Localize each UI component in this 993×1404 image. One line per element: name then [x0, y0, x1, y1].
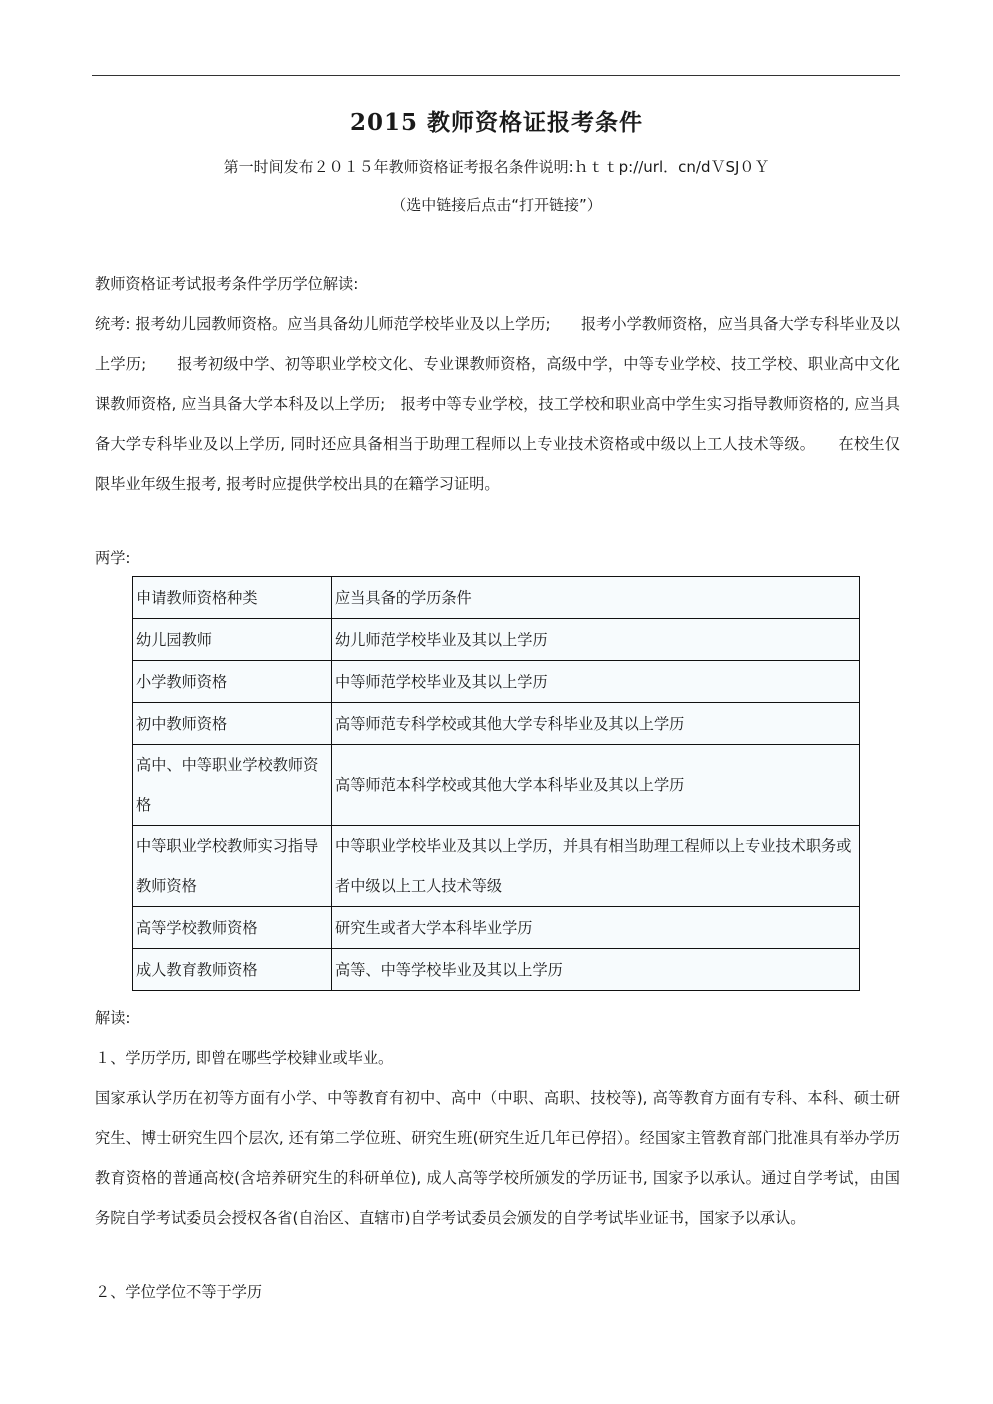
- table-cell-type: 初中教师资格: [133, 703, 332, 745]
- header-rule: [92, 75, 900, 76]
- link-note: （选中链接后点击“打开链接”）: [391, 196, 602, 214]
- point-1-heading: １、学历学历, 即曾在哪些学校肄业或毕业。: [95, 1049, 394, 1067]
- table-cell-condition: 研究生或者大学本科毕业学历: [332, 907, 860, 949]
- table-cell-type: 高中、中等职业学校教师资格: [133, 745, 332, 826]
- table-cell-type: 成人教育教师资格: [133, 949, 332, 991]
- table-header-row: [133, 577, 860, 619]
- qualification-table: [132, 576, 860, 991]
- table-cell-condition: 高等、中等学校毕业及其以上学历: [332, 949, 860, 991]
- interpretation-heading: 解读:: [95, 1009, 131, 1027]
- table-row: [133, 703, 860, 745]
- unified-exam-paragraph: 统考: 报考幼儿园教师资格。应当具备幼儿师范学校毕业及以上学历; 报考小学教师资格，应当具备大学专科毕业及以上学历; 报考初级中学、初等职业学校文化、专业课教师资格，高级中学，中等专业学校、技工学校、职业高中文化课教师资格, 应当具备大学本科及以上学历; 报考中等专业学校，技工学校和职业高中学生实习指导教师资格的, 应当具备大学专科毕业及以上学历, 同时还应具备相当于助理工程师以上专业技术资格或中级以上工人技术等级。 在校生仅限毕业年级生报考, 报考时应提供学校出具的在籍学习证明。: [95, 315, 900, 493]
- section-heading-degree: 教师资格证考试报考条件学历学位解读:: [95, 275, 359, 293]
- point-1-paragraph: 国家承认学历在初等方面有小学、中等教育有初中、高中（中职、高职、技校等), 高等教育方面有专科、本科、硕士研究生、博士研究生四个层次, 还有第二学位班、研究生班(研究生近几年已停招）。经国家主管教育部门批准具有举办学历教育资格的普通高校(含培养研究生的科研单位), 成人高等学校所颁发的学历证书, 国家予以承认。通过自学考试，由国务院自学考试委员会授权各省(自治区、直辖市)自学考试委员会颁发的自学考试毕业证书，国家予以承认。: [95, 1089, 900, 1227]
- table-row: [133, 949, 860, 991]
- two-study-label: 两学:: [95, 549, 131, 567]
- table-row: [133, 661, 860, 703]
- table-row: [133, 745, 860, 826]
- subtitle-link-line: 第一时间发布２０１５年教师资格证考报名条件说明:ｈｔｔp://url．cn/dＶSJ０Ｙ: [223, 158, 770, 176]
- table-row: [133, 907, 860, 949]
- point-2-heading: ２、学位学位不等于学历: [95, 1283, 263, 1301]
- table-cell-condition: 高等师范专科学校或其他大学专科毕业及其以上学历: [332, 703, 860, 745]
- table-header-cell: 应当具备的学历条件: [332, 577, 860, 619]
- table-row: [133, 826, 860, 907]
- table-cell-type: 幼儿园教师: [133, 619, 332, 661]
- page-title: 2015 教师资格证报考条件: [349, 109, 644, 136]
- table-cell-type: 中等职业学校教师实习指导教师资格: [133, 826, 332, 907]
- table-cell-condition: 中等职业学校毕业及其以上学历，并具有相当助理工程师以上专业技术职务或者中级以上工人技术等级: [332, 826, 860, 907]
- table-cell-type: 小学教师资格: [133, 661, 332, 703]
- table-row: [133, 619, 860, 661]
- table-cell-condition: 幼儿师范学校毕业及其以上学历: [332, 619, 860, 661]
- table-cell-condition: 中等师范学校毕业及其以上学历: [332, 661, 860, 703]
- table-header-cell: 申请教师资格种类: [133, 577, 332, 619]
- table-cell-condition: 高等师范本科学校或其他大学本科毕业及其以上学历: [332, 745, 860, 826]
- table-cell-type: 高等学校教师资格: [133, 907, 332, 949]
